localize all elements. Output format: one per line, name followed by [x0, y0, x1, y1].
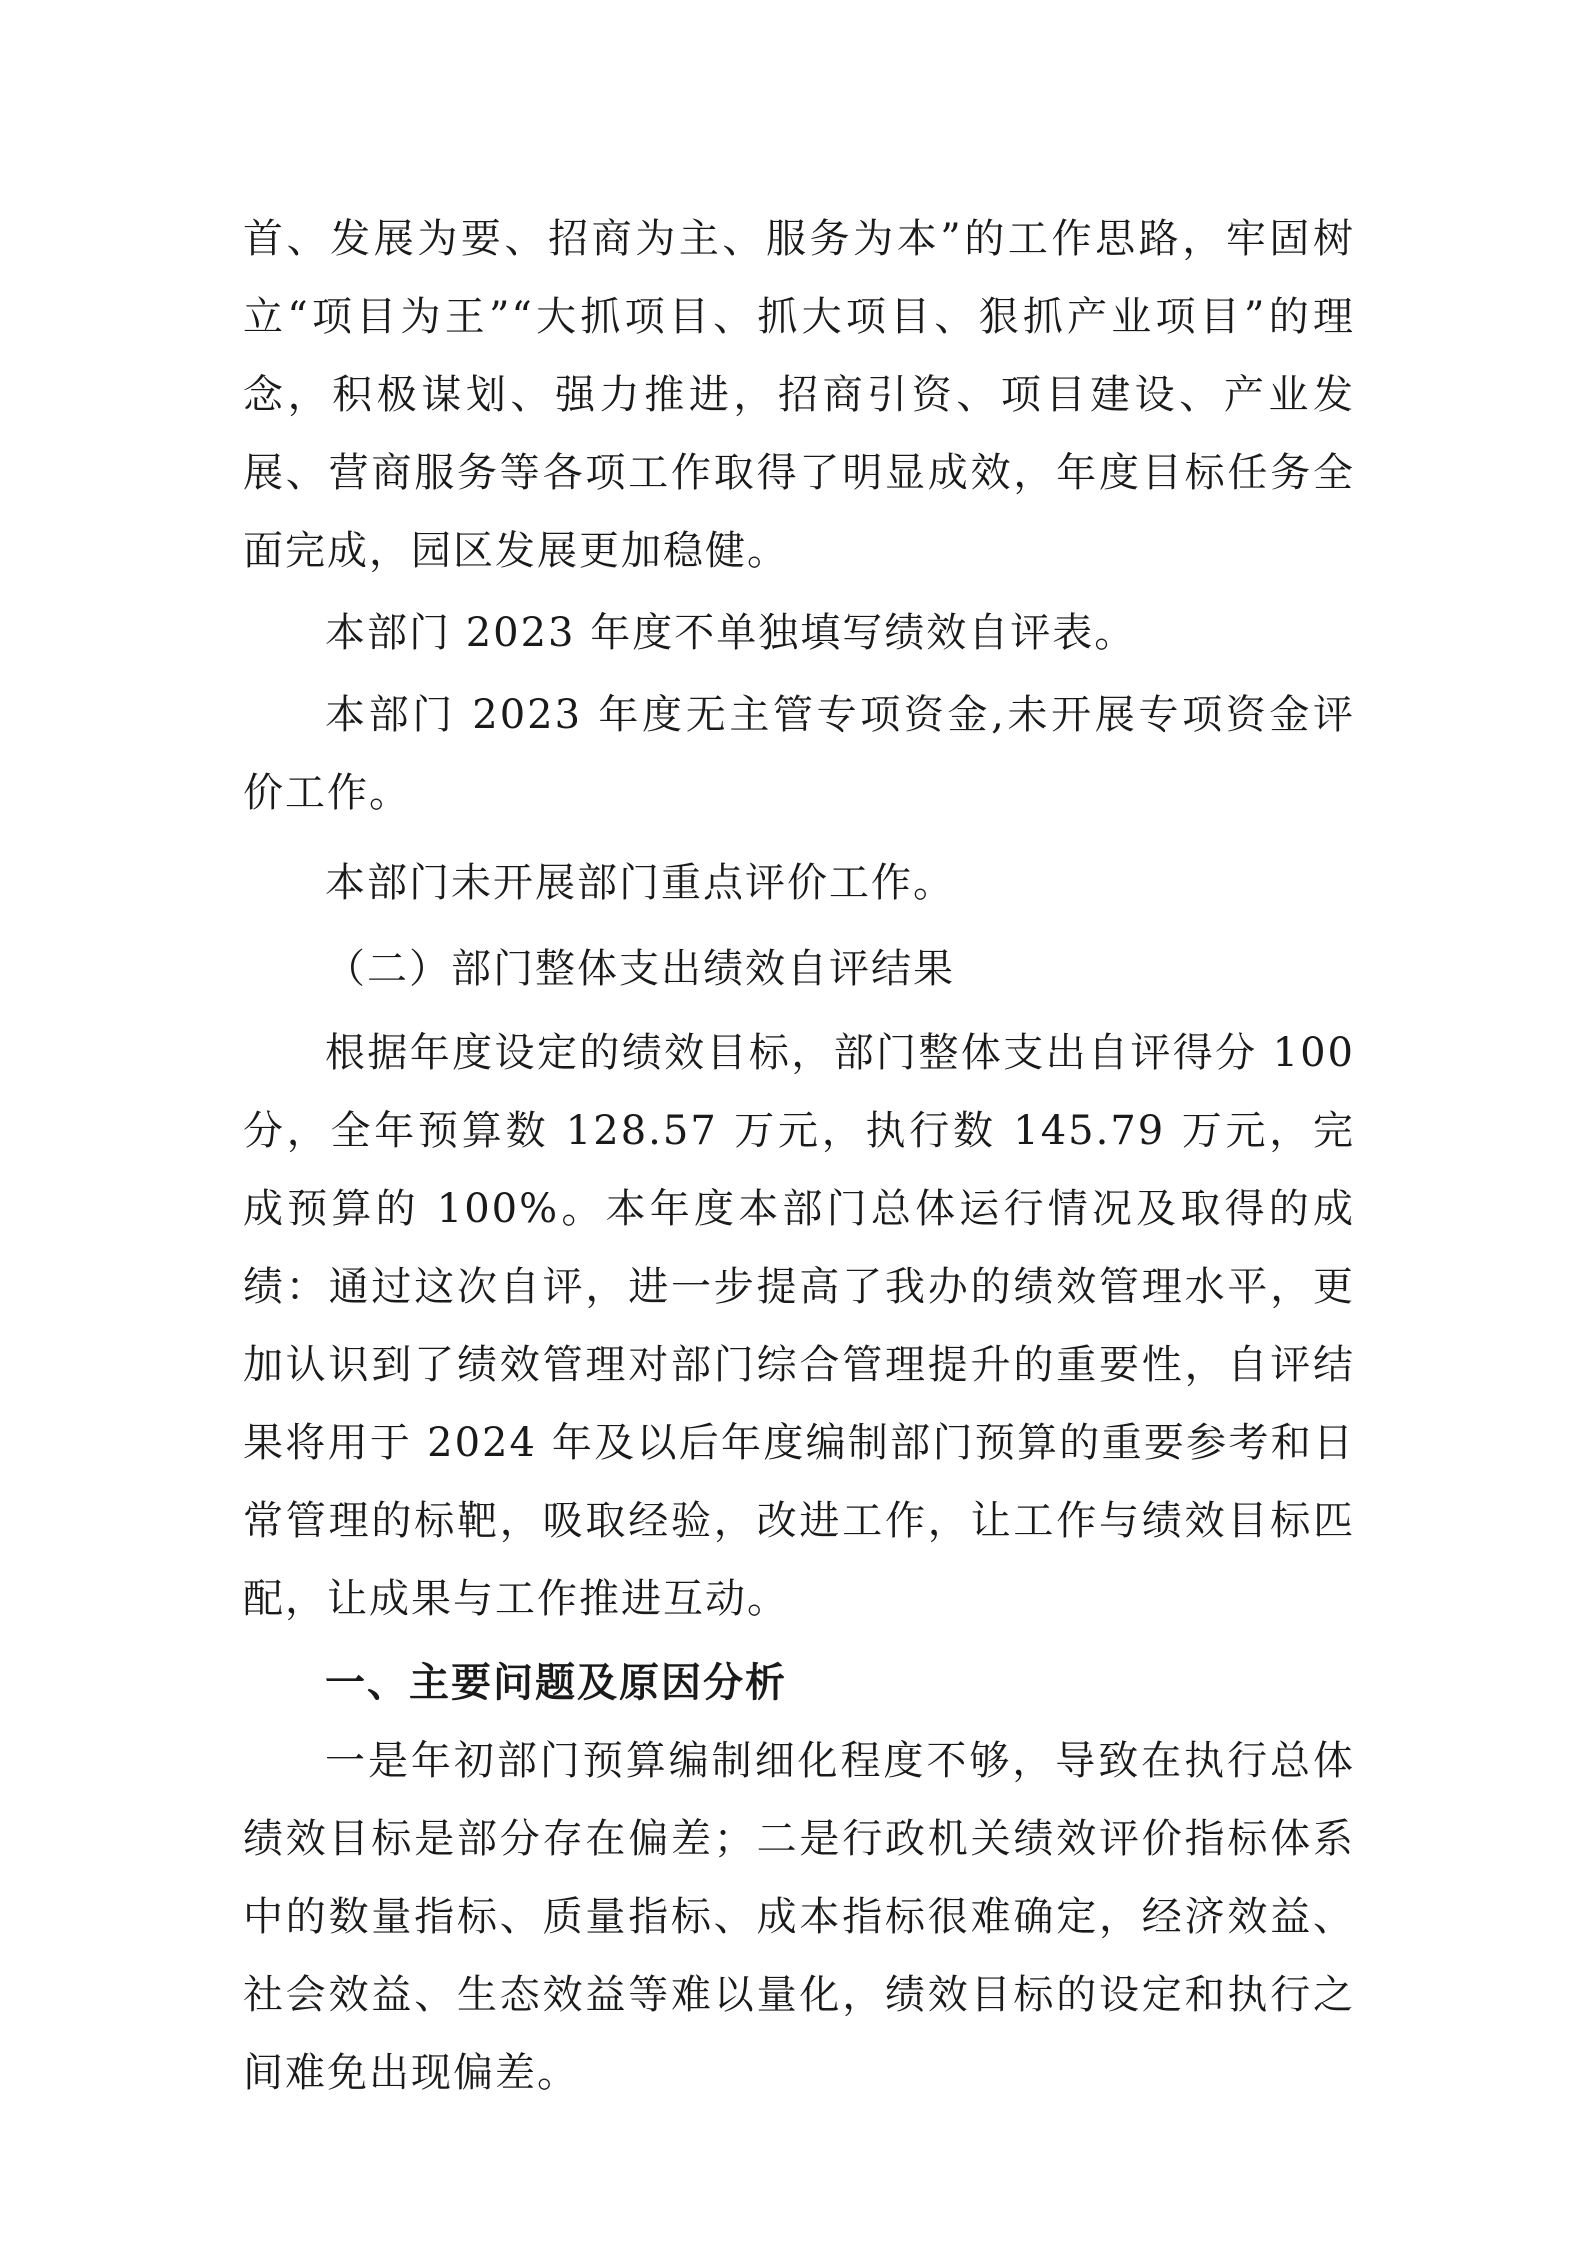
- section-subheading: （二）部门整体支出绩效自评结果: [325, 946, 955, 992]
- paragraph-no-key-evaluation: 本部门未开展部门重点评价工作。: [325, 860, 955, 906]
- document-body: [243, 200, 1355, 2112]
- paragraph-work-summary: 首、发展为要、招商为主、服务为本”的工作思路，牢固树立“项目为王”“大抓项目、抓大项目、狠抓产业项目”的理念，积极谋划、强力推进，招商引资、项目建设、产业发展、营商服务等各项工作取得了明显成效，年度目标任务全面完成，园区发展更加稳健。: [243, 216, 1355, 574]
- paragraph-problems-analysis: 一是年初部门预算编制细化程度不够，导致在执行总体绩效目标是部分存在偏差；二是行政机关绩效评价指标体系中的数量指标、质量指标、成本指标很难确定，经济效益、社会效益、生态效益等难以量化，绩效目标的设定和执行之间难免出现偏差。: [243, 1738, 1355, 2096]
- paragraph-no-self-evaluation-form: 本部门 2023 年度不单独填写绩效自评表。: [325, 610, 1137, 656]
- paragraph-no-special-funds: 本部门 2023 年度无主管专项资金,未开展专项资金评价工作。: [243, 692, 1355, 816]
- paragraph-evaluation-result: 根据年度设定的绩效目标，部门整体支出自评得分 100 分，全年预算数 128.57 万元，执行数 145.79 万元，完成预算的 100%。本年度本部门总体运行情况及取得的成绩：通过这次自评，进一步提高了我办的绩效管理水平，更加认识到了绩效管理对部门综合管理提升的重要性，自评结果将用于 2024 年及以后年度编制部门预算的重要参考和日常管理的标靶，吸取经验，改进工作，让工作与绩效目标匹配，让成果与工作推进互动。: [243, 1030, 1355, 1622]
- section-heading: 一、主要问题及原因分析: [325, 1660, 787, 1706]
